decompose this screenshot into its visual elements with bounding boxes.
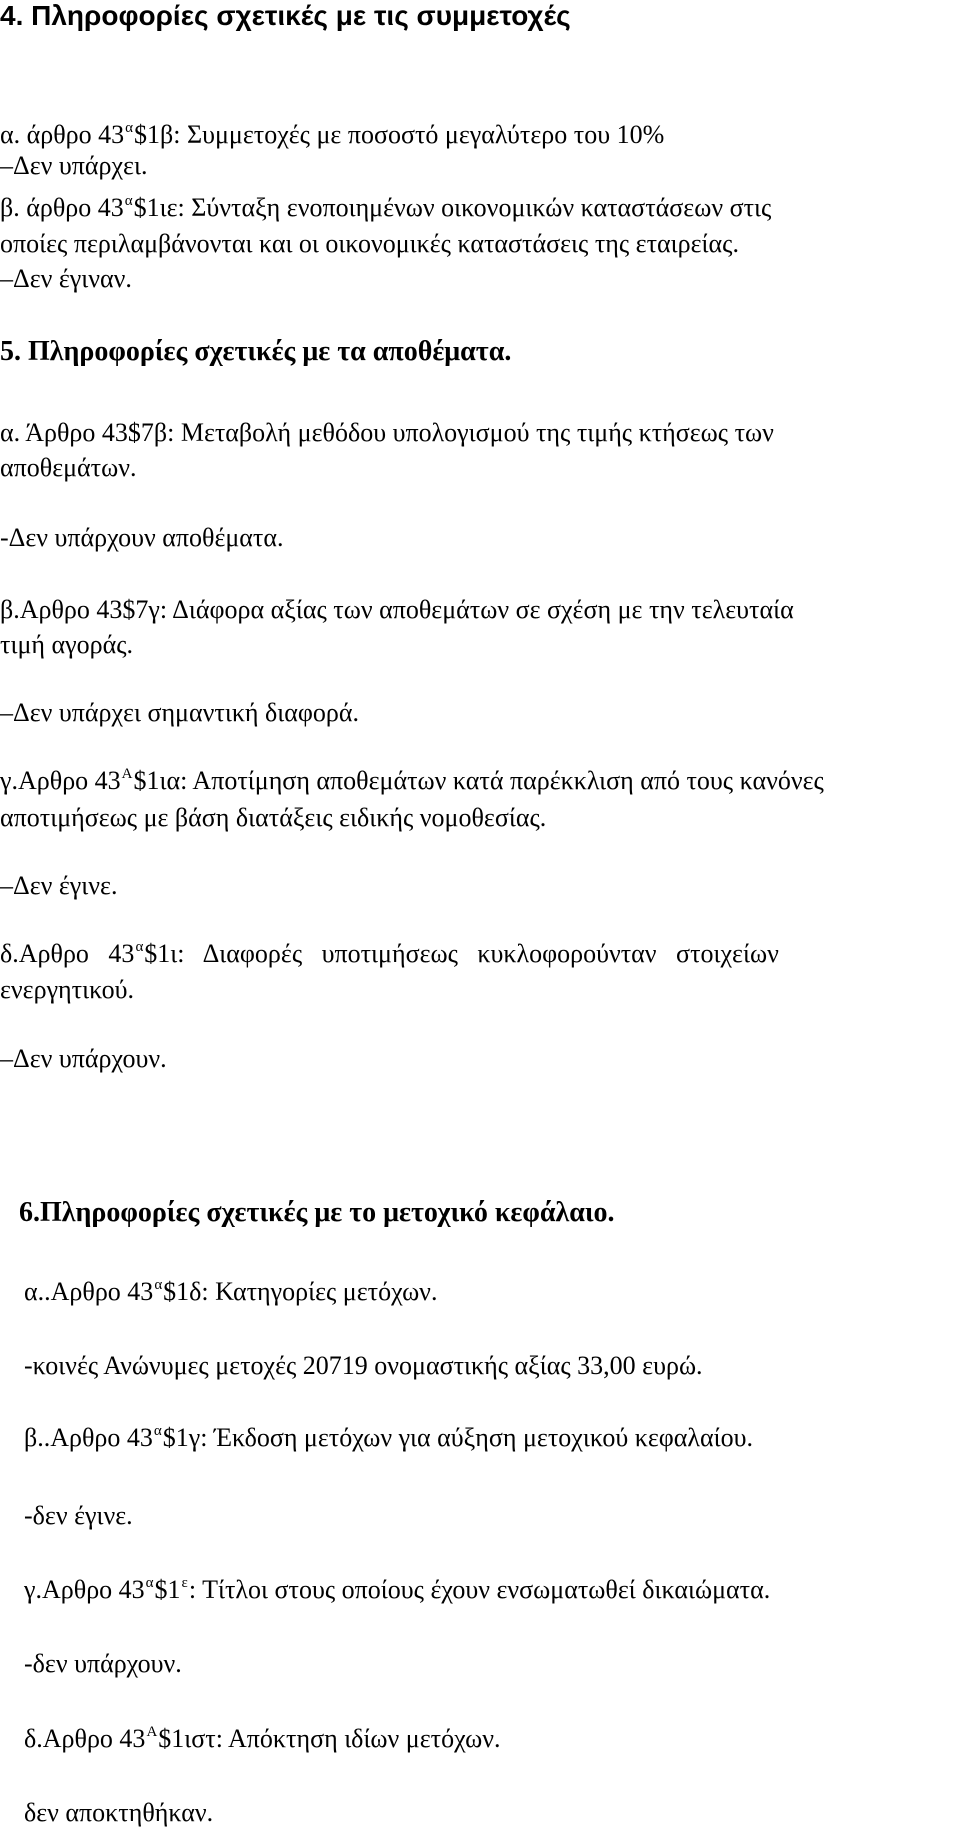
section-5-item-c: [0, 765, 824, 801]
item-c-mid: $1: [154, 1575, 181, 1604]
item-b-superscript: α: [124, 193, 133, 209]
section-5-item-d-answer: –Δεν υπάρχουν.: [0, 1044, 167, 1073]
section-6-heading: 6.Πληροφορίες σχετικές με το μετοχικό κεφάλαιο.: [19, 1197, 615, 1228]
item-a-text: $1β: Συμμετοχές με ποσοστό μεγαλύτερο του 10%: [134, 120, 665, 149]
section-6-item-d-answer: δεν αποκτηθήκαν.: [24, 1798, 214, 1827]
item-c-prefix: γ.Αρθρο 43: [24, 1575, 145, 1604]
section-5-item-d: [0, 938, 960, 974]
section-5-item-a: α. Άρθρο 43$7β: Μεταβολή μεθόδου υπολογισμού της τιμής κτήσεως των: [0, 418, 774, 447]
section-5-item-b-answer: –Δεν υπάρχει σημαντική διαφορά.: [0, 698, 359, 727]
item-a-text: $1δ: Κατηγορίες μετόχων.: [163, 1277, 438, 1306]
item-b-prefix: β. άρθρο 43: [0, 193, 124, 222]
section-6-item-d: [24, 1723, 500, 1759]
section-5-item-b: β.Αρθρο 43$7γ: Διάφορα αξίας των αποθεμάτων σε σχέση με την τελευταία: [0, 595, 794, 624]
item-b-text: $1γ: Έκδοση μετόχων για αύξηση μετοχικού κεφαλαίου.: [162, 1423, 753, 1452]
item-c-superscript: Α: [121, 766, 133, 782]
item-a-superscript: α: [125, 120, 134, 136]
section-4-item-b-answer: –Δεν έγιναν.: [0, 264, 132, 293]
section-6-item-b: [24, 1422, 753, 1458]
item-b-prefix: β..Αρθρο 43: [24, 1423, 153, 1452]
item-b-text: $1ιε: Σύνταξη ενοποιημένων οικονομικών καταστάσεων στις: [133, 193, 772, 222]
section-4-item-a-answer: –Δεν υπάρχει.: [0, 151, 148, 180]
item-a-prefix: α..Αρθρο 43: [24, 1277, 154, 1306]
section-4-item-b-line2: οποίες περιλαμβάνονται και οι οικονομικές καταστάσεις της εταιρείας.: [0, 229, 739, 258]
item-d-superscript: Α: [146, 1724, 158, 1740]
item-d-text: $1ιστ: Απόκτηση ιδίων μετόχων.: [158, 1724, 501, 1753]
section-5-item-c-line2: αποτιμήσεως με βάση διατάξεις ειδικής νομοθεσίας.: [0, 803, 547, 832]
section-4-item-b: [0, 192, 771, 228]
section-5-item-d-line2: ενεργητικού.: [0, 975, 134, 1004]
item-c-superscript: α: [145, 1575, 154, 1591]
item-d-text: $1ι: Διαφορές υποτιμήσεως κυκλοφορούνταν στοιχείων: [144, 939, 779, 968]
section-6-item-b-answer: -δεν έγινε.: [24, 1501, 133, 1530]
section-5-item-c-answer: –Δεν έγινε.: [0, 871, 118, 900]
item-a-superscript: α: [154, 1277, 163, 1293]
item-c-prefix: γ.Αρθρο 43: [0, 766, 121, 795]
section-5-item-a-line2: αποθεμάτων.: [0, 453, 137, 482]
item-d-superscript: α: [135, 939, 144, 955]
section-5-heading: 5. Πληροφορίες σχετικές με τα αποθέματα.: [0, 336, 512, 367]
section-6-item-a-answer: -κοινές Ανώνυμες μετοχές 20719 ονομαστικής αξίας 33,00 ευρώ.: [24, 1351, 703, 1380]
item-d-prefix: δ.Αρθρο 43: [24, 1724, 146, 1753]
section-6-item-c: [24, 1574, 770, 1610]
item-b-superscript: α: [153, 1423, 162, 1439]
section-6-item-c-answer: -δεν υπάρχουν.: [24, 1649, 182, 1678]
item-c-superscript-2: ε: [181, 1575, 188, 1591]
section-5-item-a-answer: -Δεν υπάρχουν αποθέματα.: [0, 523, 284, 552]
section-4-heading: 4. Πληροφορίες σχετικές με τις συμμετοχές: [0, 0, 571, 31]
section-6-item-a: [24, 1276, 437, 1312]
item-c-text: : Τίτλοι στους οποίους έχουν ενσωματωθεί δικαιώματα.: [188, 1575, 771, 1604]
item-d-prefix: δ.Αρθρο 43: [0, 939, 135, 968]
item-a-prefix: α. άρθρο 43: [0, 120, 125, 149]
item-c-text: $1ια: Αποτίμηση αποθεμάτων κατά παρέκκλιση από τους κανόνες: [133, 766, 824, 795]
section-5-item-b-line2: τιμή αγοράς.: [0, 630, 133, 659]
